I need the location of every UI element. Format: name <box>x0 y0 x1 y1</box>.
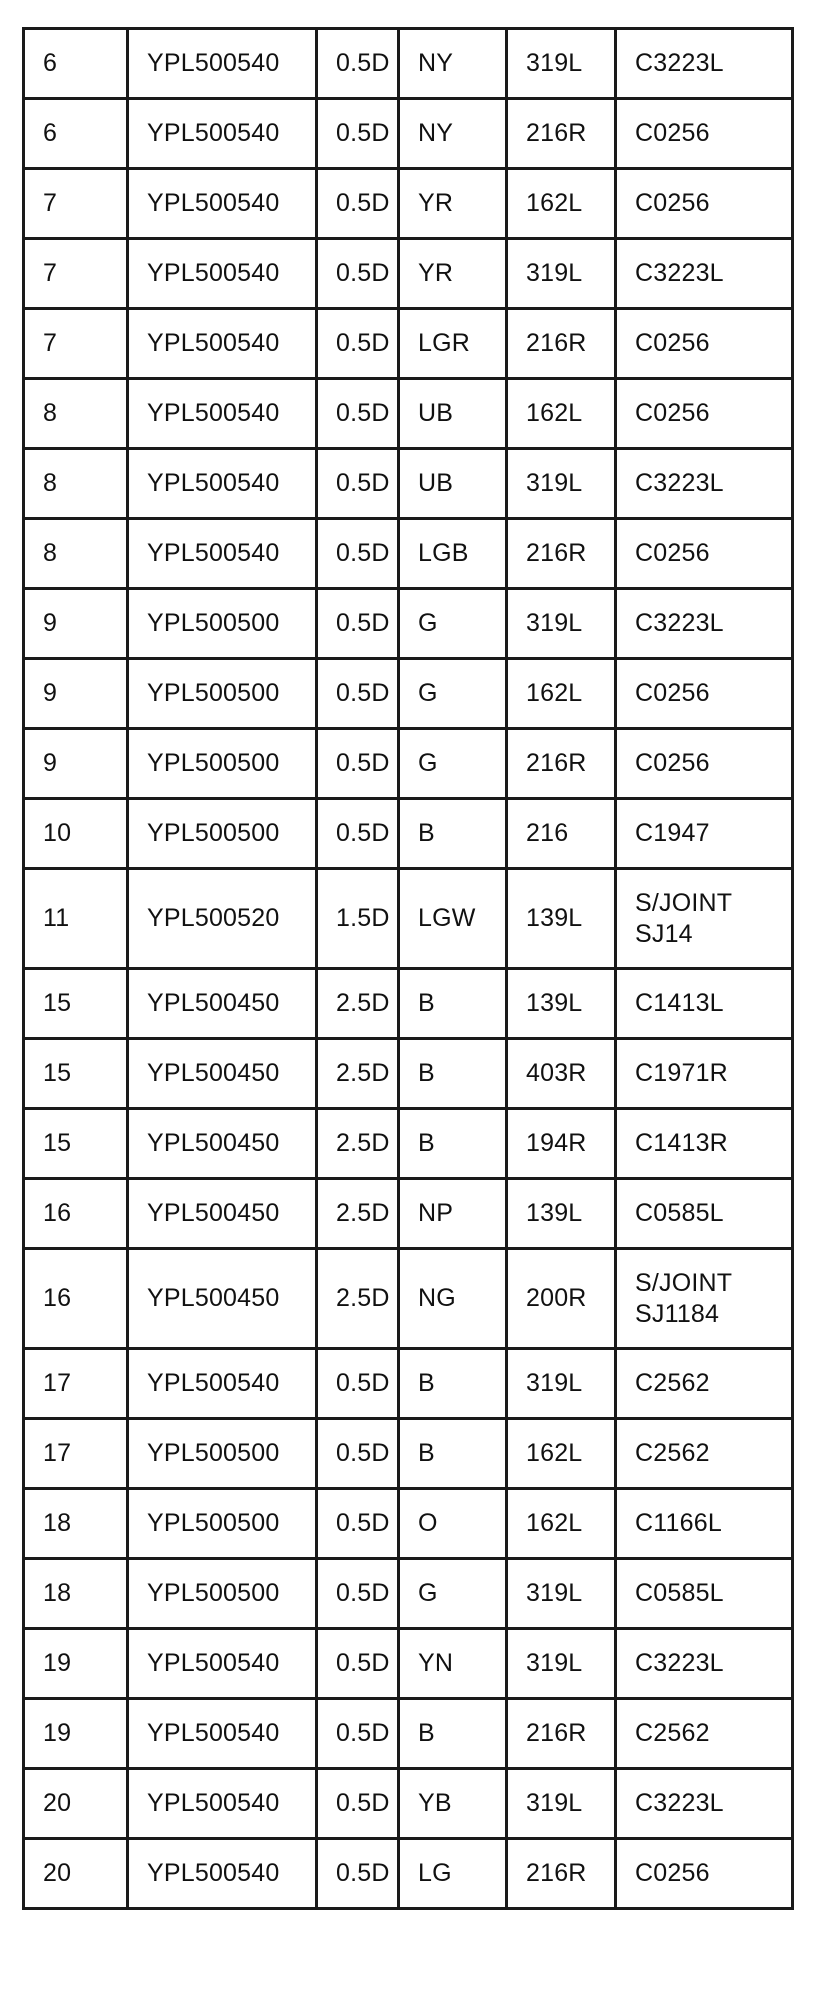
from-terminal-cell: 139L <box>507 969 616 1039</box>
table-row <box>24 1179 793 1249</box>
wire-size-cell: 0.5D <box>317 1769 399 1839</box>
part-number-cell: YPL500500 <box>128 729 317 799</box>
wire-size-cell: 0.5D <box>317 589 399 659</box>
wire-color-cell: YN <box>399 1629 507 1699</box>
table-row <box>24 519 793 589</box>
circuit-cell: 19 <box>24 1699 128 1769</box>
part-number-cell: YPL500540 <box>128 169 317 239</box>
wire-size-cell: 0.5D <box>317 449 399 519</box>
to-connector-cell: S/JOINT SJ1184 <box>616 1249 793 1349</box>
to-connector-cell: C2562 <box>616 1349 793 1419</box>
circuit-cell: 8 <box>24 379 128 449</box>
to-connector-cell: C1947 <box>616 799 793 869</box>
from-terminal-cell: 216R <box>507 99 616 169</box>
to-connector-cell: C3223L <box>616 239 793 309</box>
table-row <box>24 869 793 969</box>
part-number-cell: YPL500540 <box>128 1699 317 1769</box>
from-terminal-cell: 200R <box>507 1249 616 1349</box>
wire-color-cell: B <box>399 1109 507 1179</box>
wire-color-cell: NP <box>399 1179 507 1249</box>
part-number-cell: YPL500540 <box>128 99 317 169</box>
circuit-cell: 7 <box>24 309 128 379</box>
to-connector-cell: C3223L <box>616 449 793 519</box>
to-connector-cell: C3223L <box>616 589 793 659</box>
from-terminal-cell: 319L <box>507 1629 616 1699</box>
circuit-cell: 17 <box>24 1419 128 1489</box>
to-connector-cell: C0256 <box>616 729 793 799</box>
circuit-cell: 7 <box>24 239 128 309</box>
from-terminal-cell: 162L <box>507 659 616 729</box>
table-row <box>24 309 793 379</box>
table-row <box>24 1559 793 1629</box>
circuit-cell: 11 <box>24 869 128 969</box>
wire-color-cell: B <box>399 1419 507 1489</box>
part-number-cell: YPL500540 <box>128 449 317 519</box>
part-number-cell: YPL500500 <box>128 659 317 729</box>
wire-size-cell: 2.5D <box>317 1179 399 1249</box>
from-terminal-cell: 139L <box>507 1179 616 1249</box>
from-terminal-cell: 162L <box>507 1419 616 1489</box>
wire-color-cell: G <box>399 659 507 729</box>
wire-size-cell: 2.5D <box>317 1249 399 1349</box>
wire-size-cell: 0.5D <box>317 659 399 729</box>
circuit-cell: 10 <box>24 799 128 869</box>
circuit-cell: 18 <box>24 1489 128 1559</box>
wiring-table <box>22 27 794 1910</box>
to-connector-cell: C1971R <box>616 1039 793 1109</box>
part-number-cell: YPL500540 <box>128 379 317 449</box>
from-terminal-cell: 216R <box>507 1839 616 1909</box>
circuit-cell: 19 <box>24 1629 128 1699</box>
wiring-table-container <box>22 27 791 1910</box>
circuit-cell: 8 <box>24 519 128 589</box>
circuit-cell: 6 <box>24 99 128 169</box>
to-connector-cell: C3223L <box>616 1769 793 1839</box>
table-row <box>24 1489 793 1559</box>
wire-size-cell: 0.5D <box>317 519 399 589</box>
wire-size-cell: 0.5D <box>317 1559 399 1629</box>
wire-color-cell: UB <box>399 449 507 519</box>
table-row <box>24 99 793 169</box>
from-terminal-cell: 319L <box>507 449 616 519</box>
wire-size-cell: 0.5D <box>317 239 399 309</box>
part-number-cell: YPL500540 <box>128 1769 317 1839</box>
table-row <box>24 1419 793 1489</box>
circuit-cell: 15 <box>24 1109 128 1179</box>
table-row <box>24 449 793 519</box>
table-row <box>24 379 793 449</box>
table-row <box>24 589 793 659</box>
table-row <box>24 969 793 1039</box>
wire-color-cell: NG <box>399 1249 507 1349</box>
wire-size-cell: 0.5D <box>317 169 399 239</box>
wire-size-cell: 0.5D <box>317 99 399 169</box>
wire-color-cell: NY <box>399 29 507 99</box>
table-row <box>24 239 793 309</box>
from-terminal-cell: 216R <box>507 729 616 799</box>
part-number-cell: YPL500540 <box>128 1629 317 1699</box>
to-connector-cell: C1413L <box>616 969 793 1039</box>
part-number-cell: YPL500450 <box>128 1039 317 1109</box>
table-row <box>24 1629 793 1699</box>
wire-size-cell: 2.5D <box>317 1109 399 1179</box>
wire-size-cell: 2.5D <box>317 1039 399 1109</box>
to-connector-cell: C0585L <box>616 1559 793 1629</box>
table-row <box>24 169 793 239</box>
from-terminal-cell: 319L <box>507 239 616 309</box>
part-number-cell: YPL500500 <box>128 1559 317 1629</box>
wire-color-cell: O <box>399 1489 507 1559</box>
to-connector-cell: C1413R <box>616 1109 793 1179</box>
circuit-cell: 20 <box>24 1769 128 1839</box>
wiring-table-body <box>24 29 793 1909</box>
wire-size-cell: 0.5D <box>317 1629 399 1699</box>
to-connector-cell: C0256 <box>616 169 793 239</box>
to-connector-cell: C0256 <box>616 1839 793 1909</box>
wire-color-cell: NY <box>399 99 507 169</box>
from-terminal-cell: 194R <box>507 1109 616 1179</box>
wire-color-cell: LG <box>399 1839 507 1909</box>
part-number-cell: YPL500540 <box>128 29 317 99</box>
wire-size-cell: 0.5D <box>317 729 399 799</box>
wire-color-cell: G <box>399 1559 507 1629</box>
to-connector-cell: C0585L <box>616 1179 793 1249</box>
circuit-cell: 7 <box>24 169 128 239</box>
wire-color-cell: B <box>399 799 507 869</box>
to-connector-cell: C1166L <box>616 1489 793 1559</box>
part-number-cell: YPL500540 <box>128 1839 317 1909</box>
from-terminal-cell: 319L <box>507 1349 616 1419</box>
wire-color-cell: G <box>399 589 507 659</box>
circuit-cell: 16 <box>24 1249 128 1349</box>
wire-color-cell: LGB <box>399 519 507 589</box>
part-number-cell: YPL500540 <box>128 1349 317 1419</box>
from-terminal-cell: 216R <box>507 519 616 589</box>
part-number-cell: YPL500450 <box>128 1249 317 1349</box>
part-number-cell: YPL500500 <box>128 589 317 659</box>
wire-size-cell: 0.5D <box>317 379 399 449</box>
wire-color-cell: LGW <box>399 869 507 969</box>
wire-color-cell: UB <box>399 379 507 449</box>
wire-color-cell: B <box>399 969 507 1039</box>
part-number-cell: YPL500500 <box>128 1489 317 1559</box>
to-connector-cell: C0256 <box>616 309 793 379</box>
circuit-cell: 17 <box>24 1349 128 1419</box>
wire-color-cell: G <box>399 729 507 799</box>
wire-color-cell: YR <box>399 239 507 309</box>
table-row <box>24 799 793 869</box>
to-connector-cell: C0256 <box>616 659 793 729</box>
wire-size-cell: 2.5D <box>317 969 399 1039</box>
circuit-cell: 15 <box>24 1039 128 1109</box>
circuit-cell: 20 <box>24 1839 128 1909</box>
from-terminal-cell: 319L <box>507 1559 616 1629</box>
wire-size-cell: 0.5D <box>317 1419 399 1489</box>
from-terminal-cell: 319L <box>507 1769 616 1839</box>
wire-color-cell: B <box>399 1699 507 1769</box>
to-connector-cell: S/JOINT SJ14 <box>616 869 793 969</box>
from-terminal-cell: 319L <box>507 29 616 99</box>
circuit-cell: 9 <box>24 589 128 659</box>
from-terminal-cell: 139L <box>507 869 616 969</box>
from-terminal-cell: 162L <box>507 379 616 449</box>
table-row <box>24 1839 793 1909</box>
from-terminal-cell: 216 <box>507 799 616 869</box>
wire-size-cell: 0.5D <box>317 1349 399 1419</box>
circuit-cell: 9 <box>24 729 128 799</box>
table-row <box>24 29 793 99</box>
part-number-cell: YPL500540 <box>128 239 317 309</box>
part-number-cell: YPL500450 <box>128 1109 317 1179</box>
part-number-cell: YPL500540 <box>128 519 317 589</box>
wire-color-cell: YB <box>399 1769 507 1839</box>
part-number-cell: YPL500500 <box>128 1419 317 1489</box>
circuit-cell: 8 <box>24 449 128 519</box>
wire-color-cell: LGR <box>399 309 507 379</box>
part-number-cell: YPL500450 <box>128 969 317 1039</box>
from-terminal-cell: 216R <box>507 1699 616 1769</box>
to-connector-cell: C3223L <box>616 29 793 99</box>
part-number-cell: YPL500520 <box>128 869 317 969</box>
from-terminal-cell: 319L <box>507 589 616 659</box>
part-number-cell: YPL500450 <box>128 1179 317 1249</box>
circuit-cell: 16 <box>24 1179 128 1249</box>
part-number-cell: YPL500540 <box>128 309 317 379</box>
circuit-cell: 18 <box>24 1559 128 1629</box>
to-connector-cell: C3223L <box>616 1629 793 1699</box>
table-row <box>24 729 793 799</box>
table-row <box>24 1769 793 1839</box>
wire-color-cell: B <box>399 1039 507 1109</box>
to-connector-cell: C2562 <box>616 1419 793 1489</box>
wire-size-cell: 0.5D <box>317 1839 399 1909</box>
from-terminal-cell: 216R <box>507 309 616 379</box>
from-terminal-cell: 162L <box>507 169 616 239</box>
circuit-cell: 9 <box>24 659 128 729</box>
table-row <box>24 1699 793 1769</box>
to-connector-cell: C0256 <box>616 99 793 169</box>
table-row <box>24 1109 793 1179</box>
wire-size-cell: 0.5D <box>317 29 399 99</box>
wire-size-cell: 1.5D <box>317 869 399 969</box>
from-terminal-cell: 403R <box>507 1039 616 1109</box>
table-row <box>24 1349 793 1419</box>
circuit-cell: 15 <box>24 969 128 1039</box>
to-connector-cell: C0256 <box>616 379 793 449</box>
wire-color-cell: B <box>399 1349 507 1419</box>
part-number-cell: YPL500500 <box>128 799 317 869</box>
wire-color-cell: YR <box>399 169 507 239</box>
table-row <box>24 659 793 729</box>
table-row <box>24 1039 793 1109</box>
to-connector-cell: C0256 <box>616 519 793 589</box>
from-terminal-cell: 162L <box>507 1489 616 1559</box>
wire-size-cell: 0.5D <box>317 309 399 379</box>
wire-size-cell: 0.5D <box>317 799 399 869</box>
wire-size-cell: 0.5D <box>317 1699 399 1769</box>
wire-size-cell: 0.5D <box>317 1489 399 1559</box>
to-connector-cell: C2562 <box>616 1699 793 1769</box>
table-row <box>24 1249 793 1349</box>
circuit-cell: 6 <box>24 29 128 99</box>
